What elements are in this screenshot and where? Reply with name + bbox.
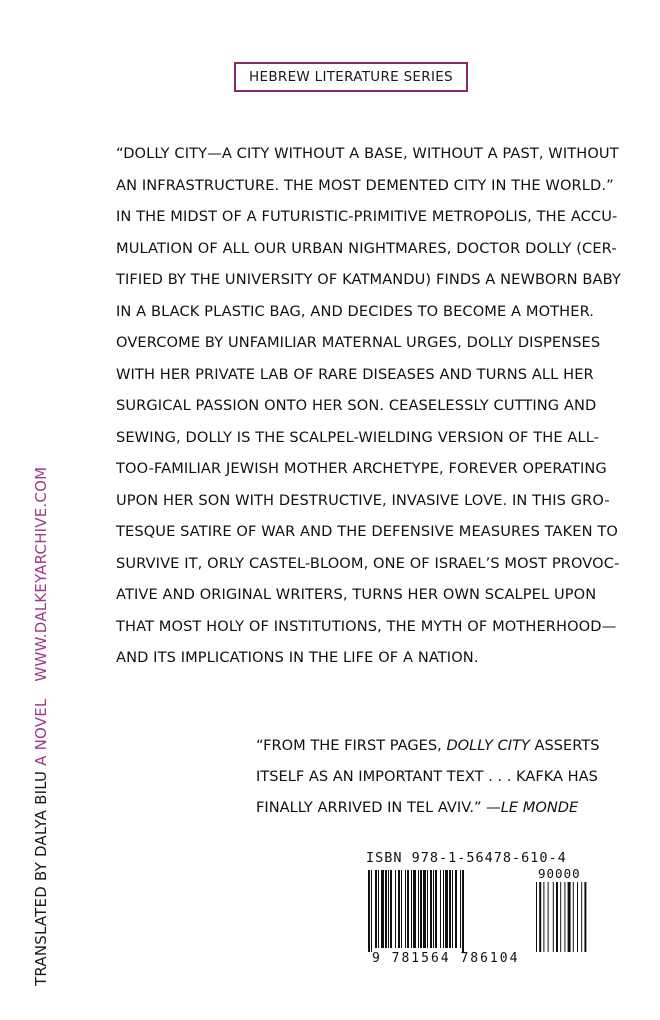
series-label: HEBREW LITERATURE SERIES (249, 69, 453, 85)
barcode-bar (420, 870, 422, 948)
barcode-bar (388, 870, 389, 948)
review-quote (256, 730, 600, 823)
barcode-bar (371, 870, 372, 952)
ean-digits: 9 781564 786104 (372, 951, 520, 966)
isbn-number: ISBN 978-1-56478-610-4 (366, 850, 567, 866)
quote-text: FINALLY ARRIVED IN TEL AVIV.” — (256, 799, 501, 816)
barcode-bar (430, 870, 432, 948)
barcode-bar (445, 870, 448, 948)
barcode-addon-bar (584, 882, 586, 952)
quote-line-1 (256, 730, 600, 761)
barcode-bar (395, 870, 396, 948)
blurb-line: ATIVE AND ORIGINAL WRITERS, TURNS HER OWN SCALPEL UPON (116, 586, 597, 603)
blurb-line: TIFIED BY THE UNIVERSITY OF KATMANDU) FINDS A NEWBORN BABY (116, 271, 621, 288)
blurb-line: TESQUE SATIRE OF WAR AND THE DEFENSIVE MEASURES TAKEN TO (116, 523, 618, 540)
barcode-bar (443, 870, 444, 948)
barcode-bar (462, 870, 464, 952)
blurb-line: WITH HER PRIVATE LAB OF RARE DISEASES AND TURNS ALL HER (116, 365, 594, 383)
blurb-line: TOO-FAMILIAR JEWISH MOTHER ARCHETYPE, FOREVER OPERATING (116, 460, 607, 477)
translator-credit: TRANSLATED BY DALYA BILU (32, 770, 50, 986)
website-link[interactable]: WWW.DALKEYARCHIVE.COM (32, 466, 50, 682)
barcode-bar (401, 870, 402, 948)
barcode-bar (411, 870, 412, 948)
barcode-bar (423, 870, 426, 948)
barcode-bar (385, 870, 387, 948)
blurb-line: MULATION OF ALL OUR URBAN NIGHTMARES, DOCTOR DOLLY (CER- (116, 239, 617, 257)
barcode-addon-bar (581, 882, 582, 952)
quote-line-2: ITSELF AS AN IMPORTANT TEXT . . . KAFKA HAS (256, 768, 598, 785)
barcode-bar (378, 870, 379, 948)
barcode-bar (368, 870, 370, 952)
barcode-addon-bar (573, 882, 574, 952)
barcode-bar (435, 870, 437, 948)
barcode-addon-bar (539, 882, 541, 952)
barcode-bars (368, 870, 586, 952)
quote-line-3 (256, 792, 596, 823)
blurb-line: SURGICAL PASSION ONTO HER SON. CEASELESSLY CUTTING AND (116, 397, 597, 414)
barcode-bar (452, 870, 453, 948)
blurb-line: AN INFRASTRUCTURE. THE MOST DEMENTED CITY IN THE WORLD.” (116, 176, 614, 194)
barcode-bar (455, 870, 457, 948)
barcode-bar (398, 870, 400, 948)
blurb-line: IN THE MIDST OF A FUTURISTIC-PRIMITIVE METROPOLIS, THE ACCU- (116, 208, 618, 225)
barcode-bar (418, 870, 419, 948)
blurb-line: UPON HER SON WITH DESTRUCTIVE, INVASIVE LOVE. IN THIS GRO- (116, 491, 610, 509)
barcode-bar (407, 870, 409, 948)
blurb-line: OVERCOME BY UNFAMILIAR MATERNAL URGES, DOLLY DISPENSES (116, 334, 601, 351)
barcode-bar (433, 870, 434, 948)
genre-label: A NOVEL (32, 698, 50, 766)
blurb-line: SEWING, DOLLY IS THE SCALPEL-WIELDING VERSION OF THE ALL- (116, 428, 600, 446)
blurb-line: “DOLLY CITY—A CITY WITHOUT A BASE, WITHOUT A PAST, WITHOUT (116, 145, 619, 162)
barcode-bar (390, 870, 392, 948)
barcode-bar (381, 870, 384, 948)
barcode-bar (427, 870, 428, 948)
barcode-addon-bar (536, 882, 537, 952)
barcode-addon-bar (553, 882, 554, 952)
price-code: 90000 (538, 866, 581, 881)
barcode-addon-bar (564, 882, 565, 952)
barcode-addon-bar (556, 882, 558, 952)
blurb-line: THAT MOST HOLY OF INSTITUTIONS, THE MYTH OF MOTHERHOOD— (116, 617, 617, 635)
book-title: DOLLY CITY (446, 737, 530, 754)
spine-text (32, 467, 50, 986)
blurb-line: SURVIVE IT, ORLY CASTEL-BLOOM, ONE OF ISRAEL’S MOST PROVOC- (116, 554, 620, 572)
blurb-line: AND ITS IMPLICATIONS IN THE LIFE OF A NATION. (116, 649, 479, 666)
barcode-bar (440, 870, 441, 948)
barcode-addon-bar (543, 882, 544, 952)
barcode-addon-bar (577, 882, 578, 952)
barcode-bar (449, 870, 451, 948)
barcode-bar (375, 870, 377, 948)
barcode-addon-bar (560, 882, 561, 952)
quote-source: LE MONDE (500, 799, 579, 816)
barcode-bar (413, 870, 416, 948)
blurb-line: IN A BLACK PLASTIC BAG, AND DECIDES TO BECOME A MOTHER. (116, 302, 595, 320)
series-label-box (234, 62, 468, 92)
description-blurb (116, 138, 621, 674)
barcode-bar (460, 870, 461, 948)
quote-text: “FROM THE FIRST PAGES, (256, 737, 447, 754)
barcode-bar (405, 870, 406, 948)
barcode-addon-bar (548, 882, 549, 952)
barcode-addon-bar (568, 882, 571, 952)
quote-text: ASSERTS (529, 737, 600, 754)
